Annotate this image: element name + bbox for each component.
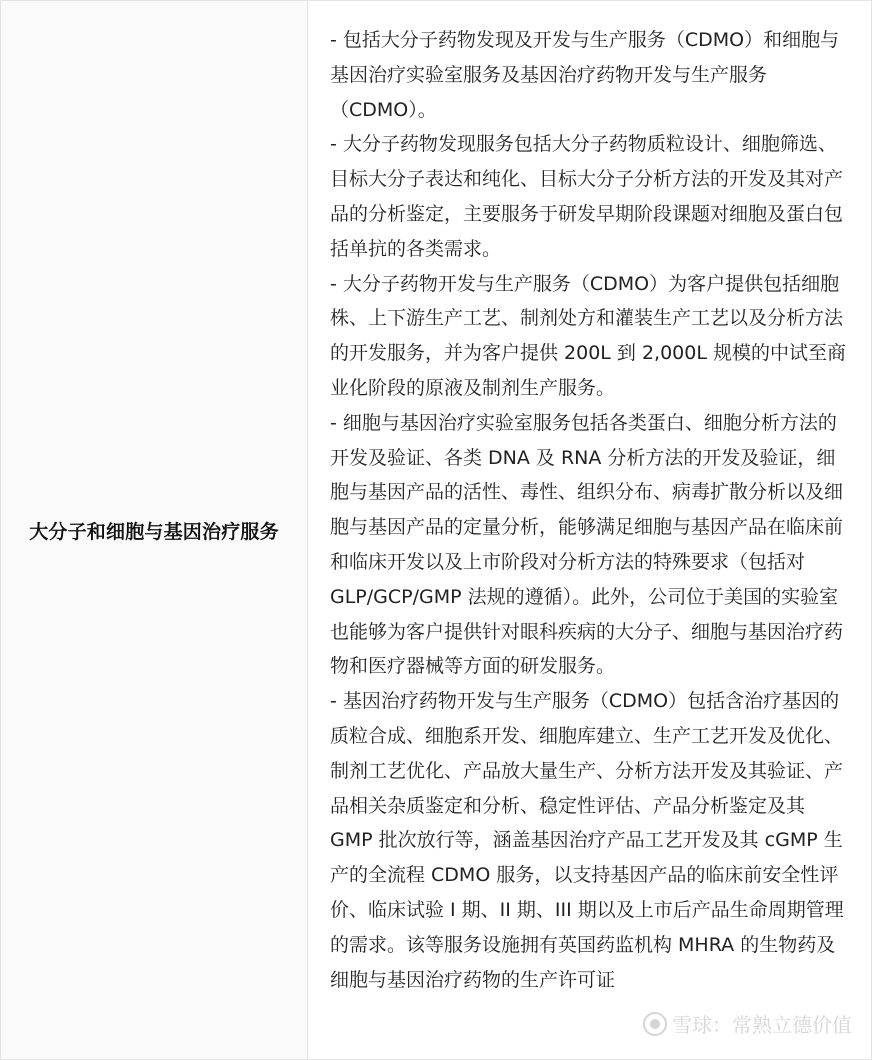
watermark xyxy=(642,1009,852,1038)
paragraph-cdmo: - 大分子药物开发与生产服务（CDMO）为客户提供包括细胞株、上下游生产工艺、制剂处方和灌装生产工艺以及分析方法的开发服务，并为客户提供 200L 到 2,000L 规模的中试至商业化阶段的原液及制剂生产服务。 xyxy=(330,272,846,399)
row-content-cell xyxy=(308,1,871,1059)
paragraph-gene-therapy-cdmo: - 基因治疗药物开发与生产服务（CDMO）包括含治疗基因的质粒合成、细胞系开发、细胞库建立、生产工艺开发及优化、制剂工艺优化、产品放大量生产、分析方法开发及其验证、产品相关杂质鉴定和分析、稳定性评估、产品分析鉴定及其 GMP 批次放行等，涵盖基因治疗产品工艺开发及其 cGMP 生产的全流程 CDMO 服务，以支持基因产品的临床前安全性评价、临床试验 I 期、II 期、III 期以及上市后产品生命周期管理的需求。该等服务设施拥有英国药监机构 MHRA 的生物药及细胞与基因治疗药物的生产许可证 xyxy=(330,690,844,991)
row-label: 大分子和细胞与基因治疗服务 xyxy=(29,520,279,543)
watermark-text: 雪球：常熟立德价值 xyxy=(672,1013,852,1037)
row-label-cell xyxy=(1,1,308,1059)
paragraph-cgt-lab: - 细胞与基因治疗实验室服务包括各类蛋白、细胞分析方法的开发及验证、各类 DNA 及 RNA 分析方法的开发及验证，细胞与基因产品的活性、毒性、组织分布、病毒扩散分析以及细胞与基因产品的定量分析，能够满足细胞与基因产品在临床前和临床开发以及上市阶段对分析方法的特殊要求（包括对 GLP/GCP/GMP 法规的遵循）。此外，公司位于美国的实验室也能够为客户提供针对眼科疾病的大分子、细胞与基因治疗药物和医疗器械等方面的研发服务。 xyxy=(330,411,844,678)
paragraph-discovery: - 大分子药物发现服务包括大分子药物质粒设计、细胞筛选、目标大分子表达和纯化、目标大分子分析方法的开发及其对产品的分析鉴定，主要服务于研发早期阶段课题对细胞及蛋白包括单抗的各类需求。 xyxy=(330,133,844,260)
paragraph-overview: - 包括大分子药物发现及开发与生产服务（CDMO）和细胞与基因治疗实验室服务及基因治疗药物开发与生产服务（CDMO）。 xyxy=(330,29,840,121)
snowball-icon xyxy=(642,1011,668,1037)
